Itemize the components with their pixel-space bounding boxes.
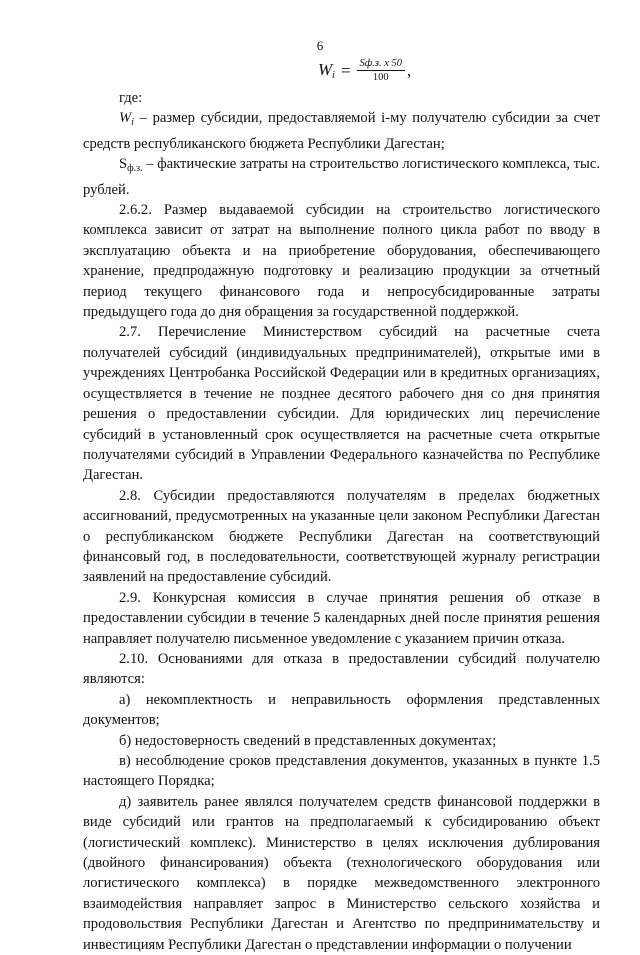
page-number: 6 xyxy=(316,38,324,53)
formula-denominator: 100 xyxy=(372,72,389,83)
definition-s-symbol: $S_{ф.з.}$ xyxy=(119,156,143,175)
formula-lhs: $W_i$ xyxy=(318,60,335,81)
formula-equals: = xyxy=(340,60,351,80)
list-item-a: а) некомплектность и неправильность оформления представленных документов; xyxy=(83,691,600,729)
definition-wi: $W_i$ – размер субсидии, предоставляемой i-му получателю субсидии за счет средств республиканского бюджета Республики Дагестан; xyxy=(83,110,600,152)
formula-fraction xyxy=(357,58,405,83)
where-label: где: xyxy=(119,90,143,106)
document-body xyxy=(83,88,600,955)
paragraph-2-8: 2.8. Субсидии предоставляются получателям в пределах бюджетных ассигнований, предусмотренных на указанные цели законом Республики Дагестан о республиканском бюджете Республики Дагестан на соответствующий финансовый год, в последовательности, соответствующей журналу регистрации заявлений на предоставление субсидий. xyxy=(83,487,600,586)
list-item-b: б) недостоверность сведений в представленных документах; xyxy=(119,732,497,749)
paragraph-2-6-2: 2.6.2. Размер выдаваемой субсидии на строительство логистического комплекса зависит от затрат на выполнение полного цикла работ по вводу в эксплуатацию объекта и на приобретение оборудования, обеспечивающего хранение, предпродажную подготовку и реализацию продукции за отчетный период текущего финансового года и непросубсидированные затраты предыдущего года до дня обращения за государственной поддержкой. xyxy=(83,202,600,321)
definition-s: $S_{ф.з.}$ – фактические затраты на строительство логистического комплекса, тыс. рублей. xyxy=(83,156,600,198)
formula-numerator: Sф.з. x 50 xyxy=(357,58,405,71)
list-item-v: в) несоблюдение сроков представления документов, указанных в пункте 1.5 настоящего Порядка; xyxy=(83,753,600,790)
list-item-d: д) заявитель ранее являлся получателем средств финансовой поддержки в виде субсидий или грантов на предполагаемый к субсидированию объект (логистический комплекс). Министерство в целях исключения дублирования (двойного финансирования) объекта (технологического оборудования или логистического комплекса) в порядке межведомственного электронного взаимодействия направляет запрос в Министерство сельского хозяйства и продовольствия Республики Дагестан и Агентство по предпринимательству и инвестициям Республики Дагестан о представлении информации о получении xyxy=(83,793,600,953)
paragraph-2-9: 2.9. Конкурсная комиссия в случае принятия решения об отказе в предоставлении субсидии в течение 5 календарных дней после принятия решения направляет получателю письменное уведомление с указанием причин отказа. xyxy=(83,589,600,647)
definition-wi-symbol: $W_i$ xyxy=(119,110,134,129)
formula-trailing: , xyxy=(407,60,412,80)
paragraph-2-7: 2.7. Перечисление Министерством субсидий на расчетные счета получателей субсидий (индивидуальных предпринимателей), открытые ими в учреждениях Центробанка Российской Федерации или в кредитных организациях, осуществляется в течение не позднее десятого рабочего дня со дня принятия решения о предоставлении субсидии. Для юридических лиц перечисление субсидий в установленный срок осуществляется на расчетные счета открытые получателями субсидий в Управлении Федерального казначейства по Республике Дагестан. xyxy=(83,324,600,484)
paragraph-2-10: 2.10. Основаниями для отказа в предоставлении субсидий получателю являются: xyxy=(83,650,600,688)
subsidy-formula xyxy=(318,58,411,83)
